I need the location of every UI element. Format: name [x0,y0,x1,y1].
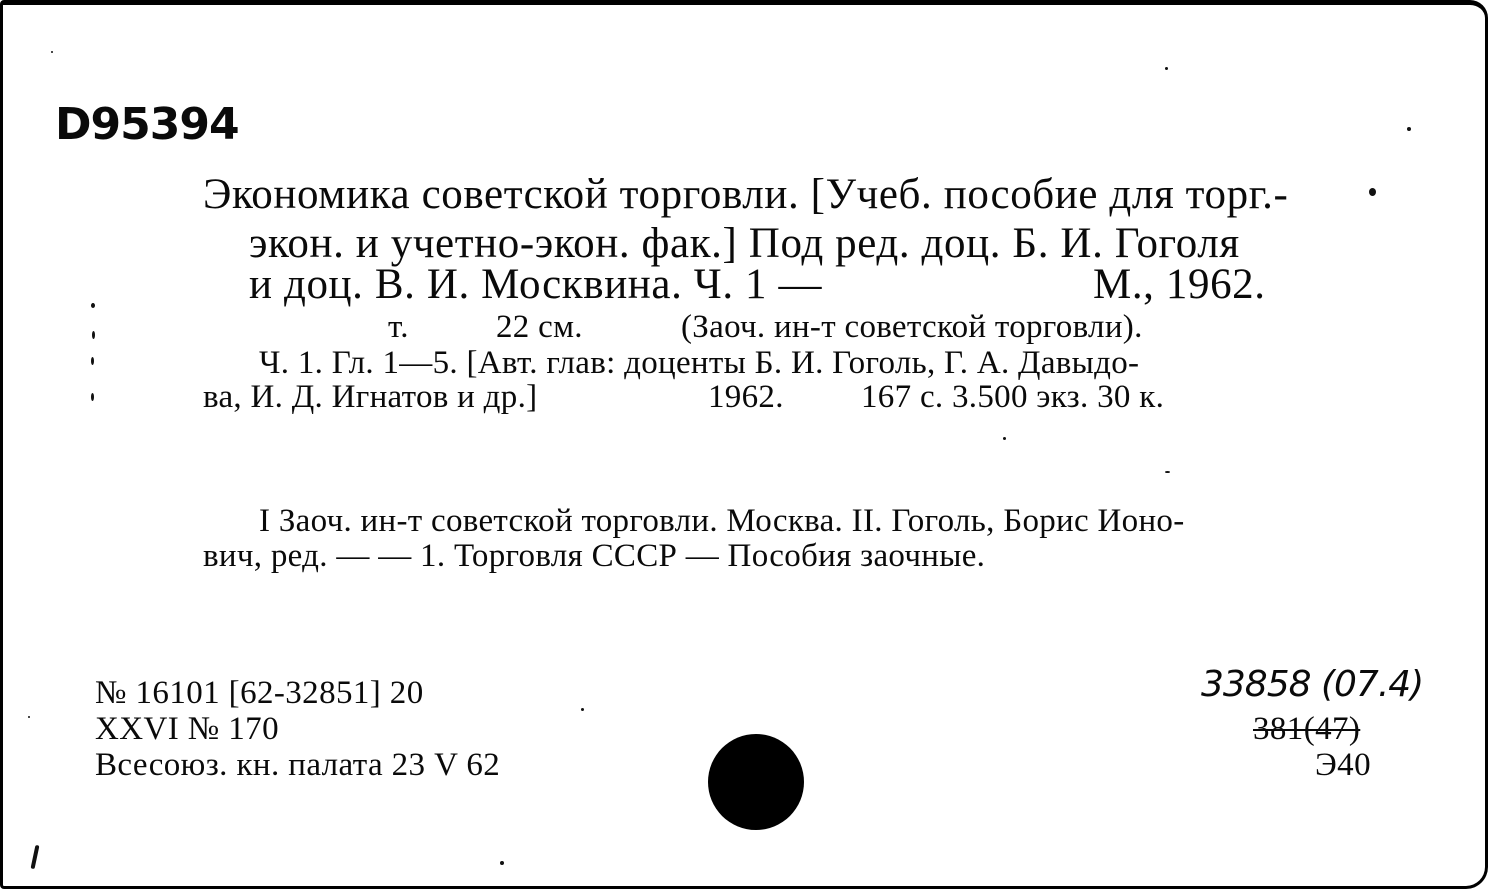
scan-speck [1165,67,1168,70]
title-line-1: Экономика советской торговли. [Учеб. пособие для торг.- [203,171,1289,218]
scan-speck [91,303,95,308]
registry-volume: XXVI № 170 [95,711,279,747]
scan-speck [581,708,584,711]
scan-speck [92,331,95,339]
scan-speck [28,716,30,718]
shelf-mark-code: Э40 [1315,747,1371,783]
tracing-line-2: вич, ред. — — 1. Торговля СССР — Пособия заочные. [203,538,986,574]
desc-volume: т. [388,309,409,345]
registry-number: № 16101 [62-32851] 20 [95,675,424,711]
scan-speck [1003,437,1006,440]
desc-year: 1962. [708,379,784,415]
imprint-place-year: М., 1962. [1093,261,1266,308]
punch-hole [708,734,804,830]
scan-speck [500,861,504,865]
shelf-mark-crossed-out: 381(47) [1253,711,1361,747]
call-number: D95394 [55,99,239,150]
title-line-3: и доц. В. И. Москвина. Ч. 1 — [249,261,823,308]
tracing-line-1: I Заоч. ин-т советской торговли. Москва. II. Гоголь, Борис Ионо- [259,503,1185,539]
scan-speck [1407,127,1411,131]
scan-speck [51,51,53,53]
desc-series: (Заоч. ин-т советской торговли). [681,309,1143,345]
title-line-2: экон. и учетно-экон. фак.] Под ред. доц. Б. И. Гоголя [249,220,1240,267]
registry-chamber: Всесоюз. кн. палата 23 V 62 [95,747,501,783]
desc-part-line-1: Ч. 1. Гл. 1—5. [Авт. глав: доценты Б. И. Гоголь, Г. А. Давыдо- [259,345,1140,381]
desc-pages-copies-price: 167 с. 3.500 экз. 30 к. [861,379,1165,415]
scan-speck [1165,471,1170,473]
desc-part-line-2: ва, И. Д. Игнатов и др.] [203,379,538,415]
desc-size: 22 см. [496,309,583,345]
shelf-mark-handwritten: 33858 (07.4) [1201,664,1424,705]
scan-speck [91,357,94,365]
scan-speck [31,845,40,869]
scan-speck [1369,188,1376,196]
scan-speck [91,393,94,401]
